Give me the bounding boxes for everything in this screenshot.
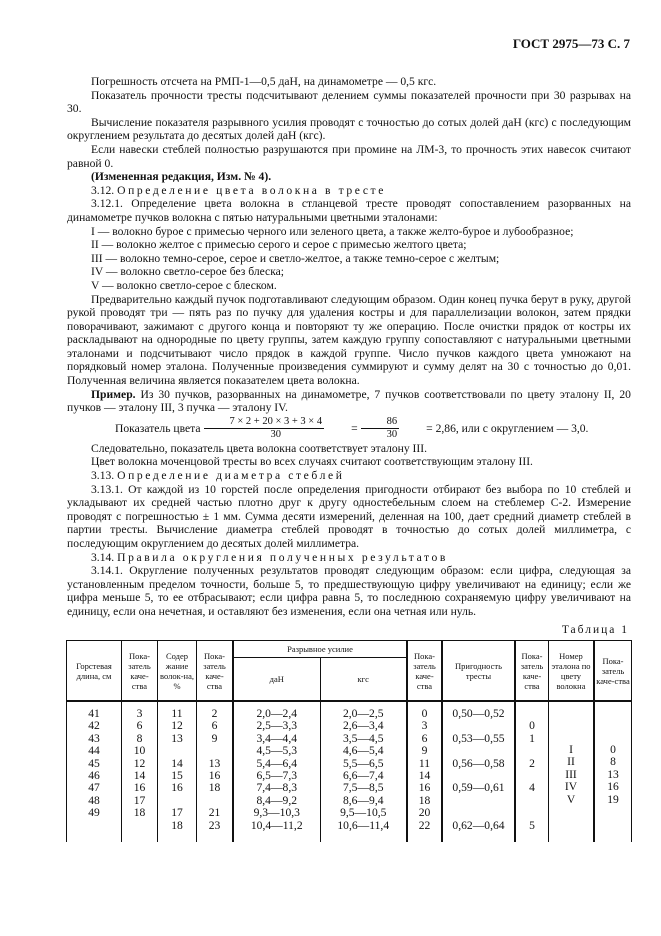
table-cell: 41 bbox=[67, 701, 122, 720]
paragraph: Показатель прочности тресты подсчитывают делением суммы показателей прочности при 30 разрывах на 30. bbox=[67, 88, 631, 116]
example-paragraph bbox=[67, 388, 631, 415]
table-cell bbox=[442, 795, 515, 807]
table-cell: 49 bbox=[67, 807, 122, 819]
table-cell: 13 bbox=[197, 758, 234, 770]
table-row bbox=[67, 820, 632, 842]
table-cell bbox=[197, 745, 234, 757]
table-cell: 23 bbox=[197, 820, 234, 842]
table-cell: 14 bbox=[158, 758, 197, 770]
list-item: IV — волокно светло-серое без блеска; bbox=[91, 265, 285, 279]
paragraph: Если навески стеблей полностью разрушаются при промине на ЛМ-3, то прочность этих навесок считают равной 0. bbox=[67, 142, 631, 170]
table-cell: 9 bbox=[197, 733, 234, 745]
document-body bbox=[67, 75, 631, 619]
table-row bbox=[67, 745, 632, 757]
table-cell: 45 bbox=[67, 758, 122, 770]
table-cell: 2 bbox=[515, 758, 549, 770]
table-cell bbox=[442, 745, 515, 757]
col-header: Пока-затель каче-ства bbox=[407, 641, 442, 702]
col-header: Пока-затель каче-ства bbox=[515, 641, 549, 702]
table-cell: 2 bbox=[197, 701, 234, 720]
table-cell: 3,4—4,4 bbox=[233, 733, 320, 745]
table-cell: 8,4—9,2 bbox=[233, 795, 320, 807]
color-score: 13 bbox=[607, 767, 619, 781]
table-cell: 5,4—6,4 bbox=[233, 758, 320, 770]
table-cell: 42 bbox=[67, 720, 122, 732]
table-cell: 3 bbox=[122, 701, 158, 720]
table-caption: Таблица 1 bbox=[561, 624, 629, 636]
table-row bbox=[67, 701, 632, 720]
table-cell bbox=[158, 745, 197, 757]
col-header: Номер эталона по цвету волокна bbox=[549, 641, 595, 702]
numerator: 7 × 2 + 20 × 3 + 3 × 4 bbox=[204, 416, 325, 429]
col-subheader: кгс bbox=[320, 658, 407, 702]
table-cell: 14 bbox=[407, 770, 442, 782]
section-number: 3.14. bbox=[91, 550, 115, 564]
table-cell: 2,0—2,5 bbox=[320, 701, 407, 720]
example-text: Из 30 пучков, разорванных на динамометре, 7 пучков соответствовали по цвету эталону II, 20 пучков — эталону III, 3 пучка — эталону IV. bbox=[67, 387, 631, 415]
numerator: 86 bbox=[361, 416, 400, 429]
table-cell: 10 bbox=[122, 745, 158, 757]
color-standard: II bbox=[567, 755, 575, 769]
table-cell: 16 bbox=[407, 782, 442, 794]
paragraph: Погрешность отсчета на РМП-1—0,5 даН, на динамометре — 0,5 кгс. bbox=[91, 75, 437, 88]
table-cell bbox=[442, 807, 515, 819]
table-cell: 6 bbox=[407, 733, 442, 745]
table-cell: 22 bbox=[407, 820, 442, 842]
section-title: Определение диаметра стеблей bbox=[117, 469, 345, 483]
table-cell: 6,6—7,4 bbox=[320, 770, 407, 782]
table-cell: 1 bbox=[515, 733, 549, 745]
table-cell: 21 bbox=[197, 807, 234, 819]
formula-label: Показатель цвета bbox=[115, 421, 201, 435]
paragraph: 3.12.1. Определение цвета волокна в стланцевой тресте проводят сопоставлением разорванных на динамометре пучков волокна с пятью натуральными цветными эталонами: bbox=[67, 197, 631, 224]
table-cell: 3,5—4,5 bbox=[320, 733, 407, 745]
table-cell: 0,50—0,52 bbox=[442, 701, 515, 720]
section-heading bbox=[67, 184, 631, 198]
table-cell: 8,6—9,4 bbox=[320, 795, 407, 807]
table-cell: 8 bbox=[122, 733, 158, 745]
table-cell: 6,5—7,3 bbox=[233, 770, 320, 782]
table-cell: 47 bbox=[67, 782, 122, 794]
table-cell: 20 bbox=[407, 807, 442, 819]
table-cell: 11 bbox=[158, 701, 197, 720]
table-cell: 0,53—0,55 bbox=[442, 733, 515, 745]
col-header: Пока-затель каче-ства bbox=[594, 641, 632, 702]
table-cell: 7,5—8,5 bbox=[320, 782, 407, 794]
section-heading bbox=[67, 469, 631, 483]
table-cell: 6 bbox=[122, 720, 158, 732]
denominator: 30 bbox=[270, 428, 282, 440]
table-cell: 15 bbox=[158, 770, 197, 782]
table-cell: 18 bbox=[407, 795, 442, 807]
col-subheader: даН bbox=[233, 658, 320, 702]
col-header: Пригодность тресты bbox=[442, 641, 515, 702]
section-heading bbox=[67, 551, 631, 565]
section-number: 3.13. bbox=[91, 469, 115, 483]
table-cell bbox=[515, 701, 549, 720]
table-cell: 2,5—3,3 bbox=[233, 720, 320, 732]
table-cell: 6 bbox=[197, 720, 234, 732]
data-table bbox=[66, 640, 632, 842]
table-cell: 16 bbox=[158, 782, 197, 794]
table-cell: 10,4—11,2 bbox=[233, 820, 320, 842]
paragraph: Вычисление показателя разрывного усилия проводят с точностью до сотых долей даН (кгс) с последующим округлением результата до десятых долей даН (кгс). bbox=[67, 115, 631, 143]
table-cell: 12 bbox=[122, 758, 158, 770]
amendment-note: (Измененная редакция, Изм. № 4). bbox=[91, 170, 272, 184]
color-score: 16 bbox=[607, 780, 619, 794]
fraction bbox=[361, 416, 400, 441]
color-score: 0 bbox=[610, 743, 616, 757]
table-cell: 17 bbox=[122, 795, 158, 807]
table-cell bbox=[442, 720, 515, 732]
table-cell: 18 bbox=[197, 782, 234, 794]
color-standard: III bbox=[565, 767, 577, 781]
table-cell: 12 bbox=[158, 720, 197, 732]
table-cell: 2,0—2,4 bbox=[233, 701, 320, 720]
color-score-cell bbox=[594, 701, 632, 842]
color-score: 19 bbox=[607, 792, 619, 806]
denominator: 30 bbox=[386, 428, 398, 440]
list-item: V — волокно светло-серое с блеском. bbox=[91, 278, 277, 292]
table-cell: 18 bbox=[158, 820, 197, 842]
paragraph: Цвет волокна моченцовой тресты во всех случаях считают соответствующим эталону III. bbox=[91, 455, 533, 469]
formula-result: = 2,86, или с округлением — 3,0. bbox=[426, 421, 589, 435]
col-header: Разрывное усилие bbox=[233, 641, 407, 658]
list-item: II — волокно желтое с примесью серого и серое с примесью желтого цвета; bbox=[91, 238, 467, 252]
table-cell bbox=[515, 795, 549, 807]
table-cell: 4,5—5,3 bbox=[233, 745, 320, 757]
table-cell: 5,5—6,5 bbox=[320, 758, 407, 770]
page-header: ГОСТ 2975—73 С. 7 bbox=[512, 36, 630, 51]
table-cell: 9,5—10,5 bbox=[320, 807, 407, 819]
col-header: Горстевая длина, см bbox=[67, 641, 122, 702]
table-cell: 4 bbox=[515, 782, 549, 794]
paragraph: Следовательно, показатель цвета волокна соответствует эталону III. bbox=[91, 441, 428, 455]
table-cell: 4,6—5,4 bbox=[320, 745, 407, 757]
table-cell: 0 bbox=[515, 720, 549, 732]
table-cell bbox=[515, 807, 549, 819]
list-item: III — волокно темно-серое, серое и светло-желтое, а также темно-серое с желтым; bbox=[91, 251, 500, 265]
col-header: Содер жание волок-на, % bbox=[158, 641, 197, 702]
list-item: I — волокно бурое с примесью черного или зеленого цвета, а также желто-бурое и лубообразное; bbox=[91, 224, 574, 238]
color-standard-cell bbox=[549, 701, 595, 842]
section-title: Определение цвета волокна в тресте bbox=[117, 183, 386, 197]
section-title: Правила округления полученных результатов bbox=[117, 550, 449, 564]
table-cell: 18 bbox=[122, 807, 158, 819]
example-label: Пример. bbox=[91, 387, 136, 401]
table-cell: 9 bbox=[407, 745, 442, 757]
paragraph: 3.14.1. Округление полученных результатов проводят следующим образом: если цифра, следующая за установленным пределом точности, больше 5, то предшествующую цифру увеличивают на единицу; если же цифра меньше 5, то ее отбрасывают; если цифра равна 5, то последнюю сохраняемую цифру увеличивают на единицу, если она нечетная, и оставляют без изменения, если она четная или нуль. bbox=[67, 564, 631, 618]
table-cell: 3 bbox=[407, 720, 442, 732]
paragraph: Предварительно каждый пучок подготавливают следующим образом. Один конец пучка берут в руку, другой рукой проводят три — пять раз по пучку для удаления костры и для параллелизации волокон, затем прядки поворачивают, зажимают с другого конца и повторяют ту же операцию. После очистки прядок от костры их раскладывают на однородные по цвету группы, затем каждую группу сопоставляют с натуральными цветными эталонами и подсчитывают число прядок в каждой группе. Число пучков каждого цвета умножают на порядковый номер эталона. Полученные произведения суммируют и сумму делят на 30 с точностью до 0,01. Полученная величина является показателем цвета волокна. bbox=[67, 292, 631, 388]
table-cell: 7,4—8,3 bbox=[233, 782, 320, 794]
table-cell bbox=[67, 820, 122, 842]
table-cell: 46 bbox=[67, 770, 122, 782]
table-cell: 0,62—0,64 bbox=[442, 820, 515, 842]
table-cell bbox=[122, 820, 158, 842]
table-cell: 0,56—0,58 bbox=[442, 758, 515, 770]
color-standard: I bbox=[569, 743, 573, 757]
table-cell: 14 bbox=[122, 770, 158, 782]
col-header: Пока-затель каче-ства bbox=[122, 641, 158, 702]
table-row bbox=[67, 782, 632, 794]
table-row bbox=[67, 807, 632, 819]
section-number: 3.12. bbox=[91, 183, 115, 197]
table-cell: 13 bbox=[158, 733, 197, 745]
paragraph: 3.13.1. От каждой из 10 горстей после определения пригодности отбирают без выбора по 10 стеблей и укладывают их средней частью плотно друг к другу одностебельным слоем на стеблемер С-2. Измерение проводят с погрешностью ± 1 мм. Сумма десяти измерений, деленная на 100, дает средний диаметр стеблей в партии тресты. Вычисление диаметра стеблей проводят в точностью до сотых долей миллиметра, с последующим округлением до десятых долей миллиметра. bbox=[67, 482, 631, 550]
col-header: Пока-затель каче-ства bbox=[197, 641, 234, 702]
table-cell: 44 bbox=[67, 745, 122, 757]
table-cell: 0 bbox=[407, 701, 442, 720]
table-cell: 43 bbox=[67, 733, 122, 745]
color-score: 8 bbox=[610, 755, 616, 769]
table-cell: 17 bbox=[158, 807, 197, 819]
table-cell: 5 bbox=[515, 820, 549, 842]
table-cell: 10,6—11,4 bbox=[320, 820, 407, 842]
table-cell bbox=[515, 745, 549, 757]
formula bbox=[67, 416, 631, 441]
equals: = bbox=[351, 421, 358, 435]
table-cell: 9,3—10,3 bbox=[233, 807, 320, 819]
table-cell: 11 bbox=[407, 758, 442, 770]
fraction bbox=[204, 416, 325, 441]
table-cell: 16 bbox=[122, 782, 158, 794]
color-standard: IV bbox=[564, 780, 578, 794]
table-cell: 0,59—0,61 bbox=[442, 782, 515, 794]
table-row bbox=[67, 720, 632, 732]
table-cell: 48 bbox=[67, 795, 122, 807]
table-cell: 2,6—3,4 bbox=[320, 720, 407, 732]
table-cell: 16 bbox=[197, 770, 234, 782]
color-standard: V bbox=[566, 792, 576, 806]
